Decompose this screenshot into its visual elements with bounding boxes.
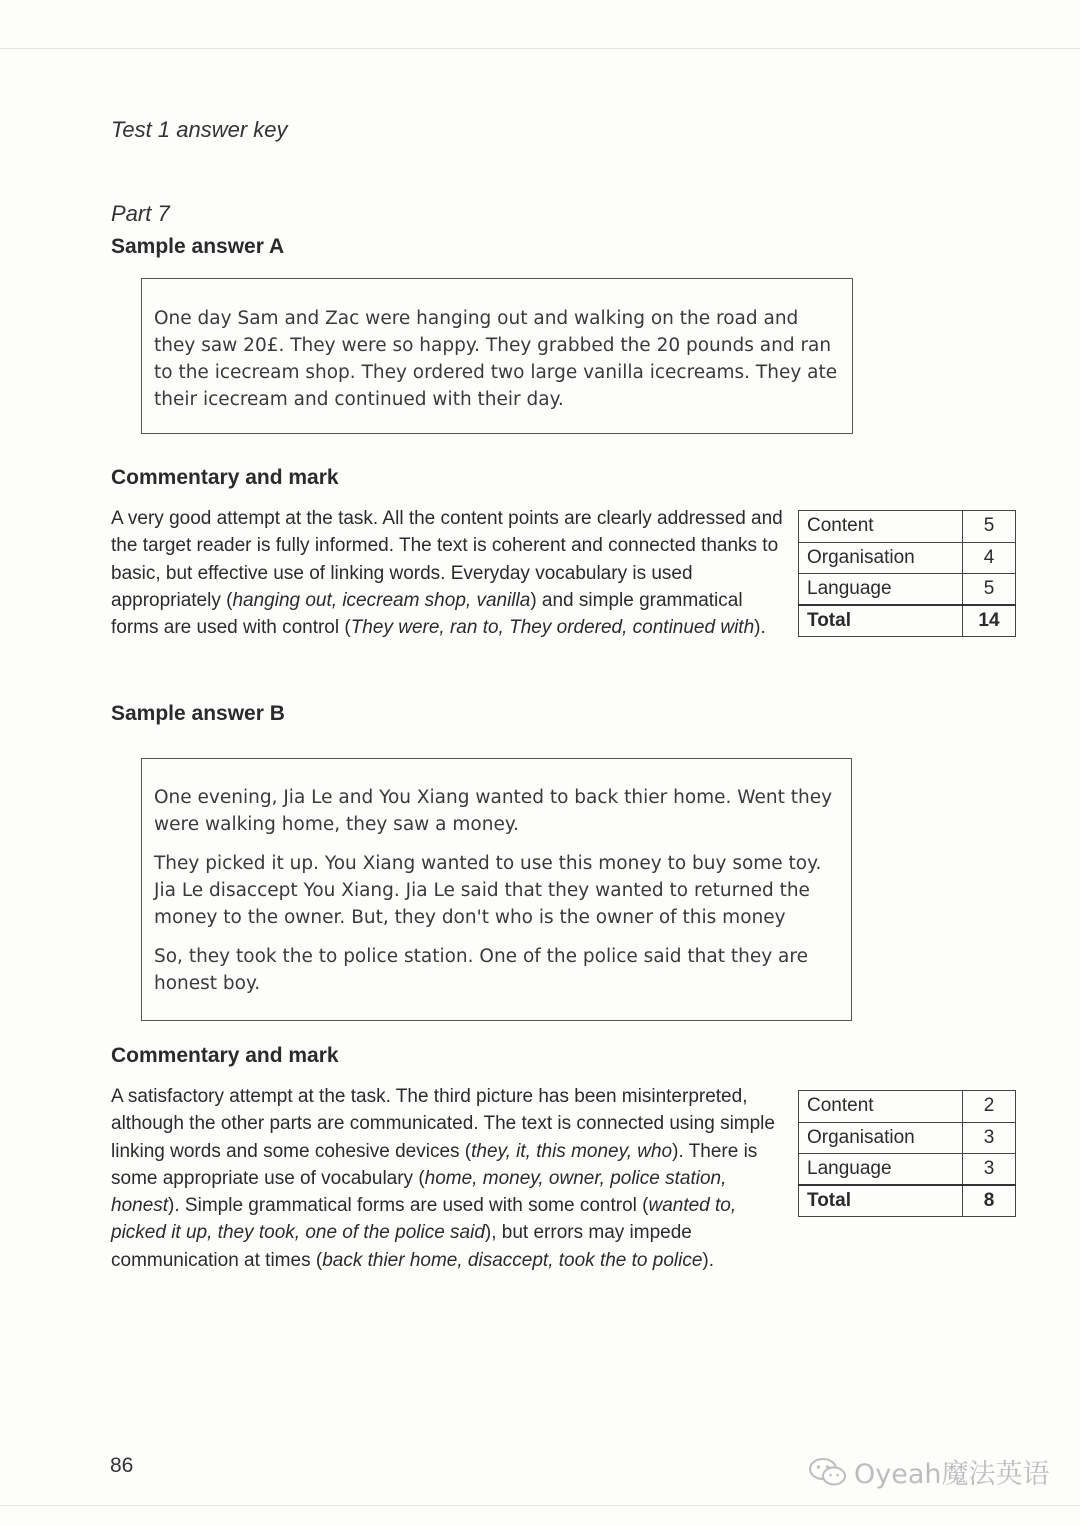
commentary-text: ), but errors may impede communication at times ( <box>111 1222 692 1271</box>
marks-row <box>799 574 1016 606</box>
commentary-text: ). There is some appropriate use of vocabulary ( <box>111 1140 758 1189</box>
bottom-divider <box>0 1505 1080 1506</box>
sample-b-answer-box <box>141 758 852 1021</box>
sample-a-commentary <box>111 505 791 641</box>
top-divider <box>0 48 1080 49</box>
sample-a-heading: Sample answer A <box>111 235 285 258</box>
sample-b-commentary-heading: Commentary and mark <box>111 1044 339 1067</box>
marks-row <box>799 511 1016 543</box>
commentary-example: home, money, owner, police station, honest <box>111 1167 727 1217</box>
marks-row <box>799 1122 1016 1154</box>
mark-score: 5 <box>963 511 1016 543</box>
mark-label: Organisation <box>799 1122 963 1154</box>
page-number: 86 <box>110 1454 134 1477</box>
marks-total-row <box>799 1185 1016 1217</box>
sample-b-paragraph: One evening, Jia Le and You Xiang wanted to back thier home. Went they were walking home, they saw a money. <box>154 787 833 835</box>
marks-row <box>799 1154 1016 1186</box>
sample-a-answer-box <box>141 278 853 434</box>
commentary-text: A satisfactory attempt at the task. The third picture has been misinterpreted, although the other parts are communicated. The text is connected using simple linking words and some cohesive devices ( <box>111 1086 775 1162</box>
sample-b-paragraph: So, they took the to police station. One of the police said that they are honest boy. <box>154 946 808 994</box>
mark-label: Content <box>799 511 963 543</box>
mark-score: 3 <box>963 1154 1016 1186</box>
mark-label: Content <box>799 1091 963 1123</box>
sample-a-commentary-heading: Commentary and mark <box>111 466 339 489</box>
mark-score: 4 <box>963 542 1016 574</box>
marks-row <box>799 542 1016 574</box>
mark-score: 2 <box>963 1091 1016 1123</box>
commentary-text: ). Simple grammatical forms are used with some control ( <box>168 1195 649 1217</box>
commentary-text: ). <box>754 617 766 639</box>
mark-score: 5 <box>963 574 1016 606</box>
mark-score: 3 <box>963 1122 1016 1154</box>
sample-a-paragraph: One day Sam and Zac were hanging out and walking on the road and they saw 20£. They were so happy. They grabbed the 20 pounds and ran to the icecream shop. They ordered two large vanilla icecreams. They ate their icecream and continued with their day. <box>154 308 838 410</box>
sample-a-marks-table <box>798 510 1016 637</box>
sample-b-marks-table <box>798 1090 1016 1217</box>
mark-label: Language <box>799 1154 963 1186</box>
mark-total-score: 14 <box>963 605 1016 637</box>
mark-label: Organisation <box>799 542 963 574</box>
commentary-example: hanging out, icecream shop, vanilla <box>232 589 531 611</box>
sample-b-paragraph: They picked it up. You Xiang wanted to use this money to buy some toy. Jia Le disaccept You Xiang. Jia Le said that they wanted to returned the money to the owner. But, they don't who is the owner of this money <box>154 853 822 928</box>
mark-total-label: Total <box>799 605 963 637</box>
sample-b-heading: Sample answer B <box>111 702 285 725</box>
watermark-text: Oyeah魔法英语 <box>854 1459 1050 1490</box>
mark-label: Language <box>799 574 963 606</box>
marks-total-row <box>799 605 1016 637</box>
commentary-example: wanted to, picked it up, they took, one of the police said <box>111 1195 737 1244</box>
marks-row <box>799 1091 1016 1123</box>
commentary-text: ) and simple grammatical forms are used with control ( <box>111 589 743 639</box>
commentary-text: A very good attempt at the task. All the content points are clearly addressed and the target reader is fully informed. The text is coherent and connected thanks to basic, but effective use of linking words. Everyday vocabulary is used appropriately ( <box>111 508 783 611</box>
wechat-icon <box>808 1456 848 1488</box>
commentary-example: they, it, this money, who <box>471 1140 673 1162</box>
mark-total-score: 8 <box>963 1185 1016 1217</box>
part-label: Part 7 <box>111 201 170 226</box>
running-title: Test 1 answer key <box>111 117 288 142</box>
watermark <box>808 1452 1050 1491</box>
commentary-example: They were, ran to, They ordered, continued with <box>350 617 755 639</box>
mark-total-label: Total <box>799 1185 963 1217</box>
commentary-text: ). <box>702 1249 715 1271</box>
commentary-example: back thier home, disaccept, took the to police <box>322 1249 703 1271</box>
sample-b-commentary <box>111 1083 791 1274</box>
